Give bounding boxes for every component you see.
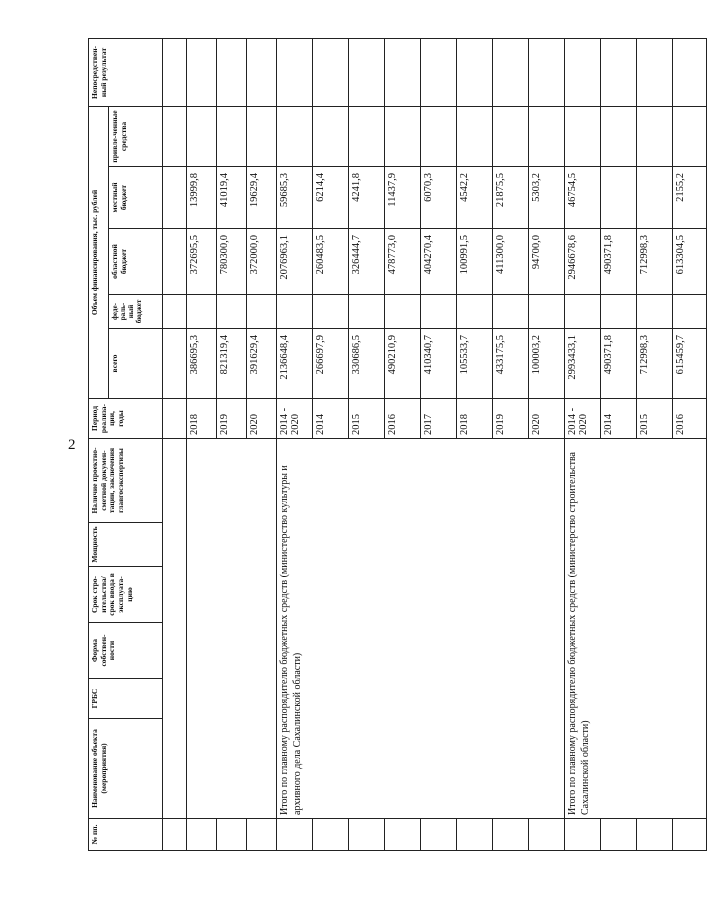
cell-total: 410340,7 bbox=[421, 329, 457, 399]
cell-year: 2019 bbox=[493, 399, 529, 439]
cell-local: 2155,2 bbox=[673, 167, 707, 229]
cell-local: 6214,4 bbox=[313, 167, 349, 229]
cell-year: 2015 bbox=[349, 399, 385, 439]
header-result: Непосредствен-ный результат bbox=[89, 38, 163, 106]
header-name: Наименование объекта (мероприятия) bbox=[89, 719, 163, 819]
header-local: местный бюджет bbox=[109, 167, 163, 229]
cell-federal bbox=[637, 295, 673, 329]
cell-total: 100003,2 bbox=[529, 329, 565, 399]
cell-federal bbox=[313, 295, 349, 329]
cell-regional: 613304,5 bbox=[673, 229, 707, 295]
cell-local: 4542,2 bbox=[457, 167, 493, 229]
cell-regional: 490371,8 bbox=[601, 229, 637, 295]
cell-total: 330686,5 bbox=[349, 329, 385, 399]
header-total: всего bbox=[109, 329, 163, 399]
cell-local: 11437,9 bbox=[385, 167, 421, 229]
cell-federal bbox=[601, 295, 637, 329]
cell-local: 41019,4 bbox=[217, 167, 247, 229]
cell-local bbox=[637, 167, 673, 229]
rotated-budget-table bbox=[88, 39, 686, 851]
cell-total: 821319,4 bbox=[217, 329, 247, 399]
header-design-docs: Наличие проектно-сметной докумен-тации, заключения главгосэкспертизы bbox=[89, 439, 163, 523]
cell-federal bbox=[217, 295, 247, 329]
cell-regional: 372695,5 bbox=[187, 229, 217, 295]
cell-local: 59685,3 bbox=[277, 167, 313, 229]
cell-local: 21875,5 bbox=[493, 167, 529, 229]
cell-federal bbox=[457, 295, 493, 329]
group2-label: Итого по главному распорядителю бюджетных средств (министерство строительства Сахалинской области) bbox=[565, 439, 707, 819]
cell-federal bbox=[529, 295, 565, 329]
header-period: Период реализа-ции, годы bbox=[89, 399, 163, 439]
cell-year: 2014 bbox=[313, 399, 349, 439]
cell-local: 13999,8 bbox=[187, 167, 217, 229]
cell-federal bbox=[673, 295, 707, 329]
cell-year: 2014 - 2020 bbox=[277, 399, 313, 439]
budget-table bbox=[88, 38, 707, 851]
cell-federal bbox=[385, 295, 421, 329]
cell-federal bbox=[493, 295, 529, 329]
cell-regional: 712998,3 bbox=[637, 229, 673, 295]
header-capacity: Мощность bbox=[89, 523, 163, 567]
cell-year: 2014 bbox=[601, 399, 637, 439]
cell-total: 386695,3 bbox=[187, 329, 217, 399]
cell-total: 490371,8 bbox=[601, 329, 637, 399]
cell-regional: 404270,4 bbox=[421, 229, 457, 295]
header-regional: областной бюджет bbox=[109, 229, 163, 295]
table-row bbox=[565, 38, 601, 850]
cell-year: 2016 bbox=[673, 399, 707, 439]
cell-local: 4241,8 bbox=[349, 167, 385, 229]
cell-regional: 780300,0 bbox=[217, 229, 247, 295]
cell-regional: 478773,0 bbox=[385, 229, 421, 295]
cell-local: 6070,3 bbox=[421, 167, 457, 229]
header-attracted: привле-ченные средства bbox=[109, 106, 163, 166]
cell-year: 2018 bbox=[457, 399, 493, 439]
cell-year: 2020 bbox=[247, 399, 277, 439]
cell-total: 2136648,4 bbox=[277, 329, 313, 399]
cell-year: 2016 bbox=[385, 399, 421, 439]
spacer-row bbox=[163, 38, 187, 850]
cell-regional: 326444,7 bbox=[349, 229, 385, 295]
group1-label: Итого по главному распорядителю бюджетных средств (министерство культуры и архивного дела Сахалинской области) bbox=[277, 439, 565, 819]
cell-year: 2019 bbox=[217, 399, 247, 439]
cell-year: 2020 bbox=[529, 399, 565, 439]
cell-total: 615459,7 bbox=[673, 329, 707, 399]
cell-regional: 2946678,6 bbox=[565, 229, 601, 295]
cell-year: 2014 - 2020 bbox=[565, 399, 601, 439]
cell-regional: 372000,0 bbox=[247, 229, 277, 295]
cell-federal bbox=[349, 295, 385, 329]
cell-total: 105533,7 bbox=[457, 329, 493, 399]
cell-total: 266697,9 bbox=[313, 329, 349, 399]
header-grbs: ГРБС bbox=[89, 679, 163, 719]
table-row bbox=[187, 38, 217, 850]
header-no: № пп. bbox=[89, 819, 163, 851]
cell-regional: 260483,5 bbox=[313, 229, 349, 295]
cell-regional: 100991,5 bbox=[457, 229, 493, 295]
cell-federal bbox=[421, 295, 457, 329]
cell-total: 391629,4 bbox=[247, 329, 277, 399]
cell-regional: 2076963,1 bbox=[277, 229, 313, 295]
cell-year: 2015 bbox=[637, 399, 673, 439]
header-construction-period: Срок стро-ительства/ срок ввода в эксплуата-цию bbox=[89, 567, 163, 623]
cell-local: 19629,4 bbox=[247, 167, 277, 229]
cell-federal bbox=[277, 295, 313, 329]
cell-federal bbox=[247, 295, 277, 329]
cell-regional: 411300,0 bbox=[493, 229, 529, 295]
cell-total: 490210,9 bbox=[385, 329, 421, 399]
cell-regional: 94700,0 bbox=[529, 229, 565, 295]
cell-federal bbox=[565, 295, 601, 329]
header-ownership: Форма собствен-ности bbox=[89, 623, 163, 679]
cell-total: 433175,5 bbox=[493, 329, 529, 399]
cell-local bbox=[601, 167, 637, 229]
cell-year: 2017 bbox=[421, 399, 457, 439]
page-number: 2 bbox=[68, 437, 76, 453]
cell-total: 712998,3 bbox=[637, 329, 673, 399]
cell-federal bbox=[187, 295, 217, 329]
cell-year: 2018 bbox=[187, 399, 217, 439]
table-row bbox=[277, 38, 313, 850]
cell-total: 2993433,1 bbox=[565, 329, 601, 399]
header-federal: феде-раль-ный бюджет bbox=[109, 295, 163, 329]
cell-local: 46754,5 bbox=[565, 167, 601, 229]
header-funding: Объем финансирования, тыс. рублей bbox=[89, 106, 109, 398]
cell-local: 5303,2 bbox=[529, 167, 565, 229]
